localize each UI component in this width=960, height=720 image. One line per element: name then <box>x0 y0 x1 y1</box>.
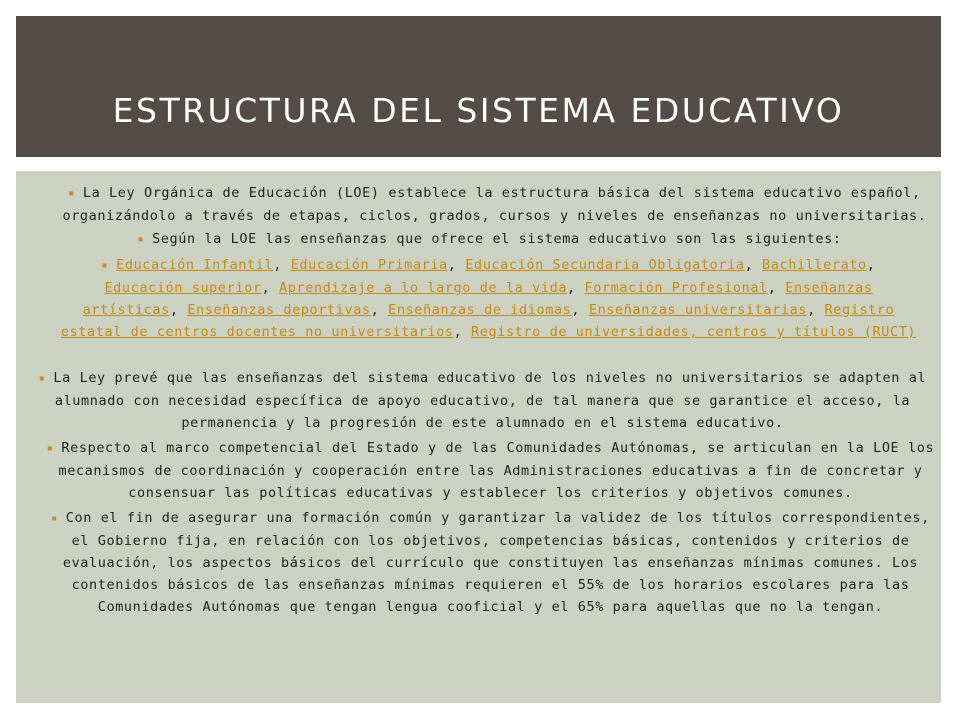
link-educacion-primaria[interactable]: Educación Primaria <box>290 257 448 273</box>
link-registro-de-universidades-centros-y-titulos-ruct[interactable]: Registro de universidades, centros y títulos (RUCT) <box>471 324 917 340</box>
bullet-icon: ▪ <box>68 188 75 199</box>
link-ensenanzas-de-idiomas[interactable]: Enseñanzas de idiomas <box>388 302 572 318</box>
paragraph-text: Según la LOE las enseñanzas que ofrece el sistema educativo son las siguientes: <box>152 231 842 247</box>
paragraph-loe-structure <box>16 171 941 227</box>
paragraph-alumnado <box>16 367 941 434</box>
paragraph-text: Respecto al marco competencial del Estado y de las Comunidades Autónomas, se articulan en la LOE los mecanismos de coordinación y cooperación entre las Administraciones educativas a fin de concretar y consensuar las políticas educativas y establecer los criterios y objetivos comunes. <box>58 440 935 501</box>
content-panel <box>16 171 941 703</box>
paragraph-text: Con el fin de asegurar una formación común y garantizar la validez de los títulos correspondientes, el Gobierno fija, en relación con los objetivos, competencias básicas, contenidos y criterios de evaluación, los aspectos básicos del currículo que constituyen las enseñanzas mínimas comunes. Los contenidos básicos de las enseñanzas mínimas requieren el 55% de los horarios escolares para las Comunidades Autónomas que tengan lengua cooficial y el 65% para aquellas que no la tengan. <box>62 510 930 615</box>
link-aprendizaje-a-lo-largo-de-la-vida[interactable]: Aprendizaje a lo largo de la vida <box>279 280 568 296</box>
paragraph-formacion-comun <box>16 504 941 618</box>
paragraph-text: La Ley prevé que las enseñanzas del sistema educativo de los niveles no universitarios se adapten al alumnado con necesidad específica de apoyo educativo, de tal manera que se garantice el acceso, la permanencia y la progresión de este alumnado en el sistema educativo. <box>53 370 927 431</box>
link-registro-estatal-de-centros-docentes-no-universitarios[interactable]: Registro estatal de centros docentes no universitarios <box>60 302 895 340</box>
paragraph-marco-competencial <box>16 434 941 504</box>
title-band <box>16 16 941 157</box>
link-ensenanzas-artisticas[interactable]: Enseñanzas artísticas <box>82 280 873 318</box>
bullet-icon: ▪ <box>51 513 58 524</box>
spacer <box>16 343 941 367</box>
bullet-icon: ▪ <box>46 443 54 454</box>
link-bachillerato[interactable]: Bachillerato <box>762 257 867 273</box>
link-formacion-profesional[interactable]: Formación Profesional <box>584 280 768 296</box>
paragraph-ensenanzas-intro <box>16 227 941 251</box>
paragraph-text: La Ley Orgánica de Educación (LOE) establece la estructura básica del sistema educativo español, organizándolo a través de etapas, ciclos, grados, cursos y niveles de enseñanzas no universitarias. <box>62 185 927 224</box>
link-educacion-secundaria-obligatoria[interactable]: Educación Secundaria Obligatoria <box>465 257 745 273</box>
link-educacion-superior[interactable]: Educación superior <box>104 280 262 296</box>
bullet-icon: ▪ <box>38 373 46 384</box>
link-educacion-infantil[interactable]: Educación Infantil <box>116 257 274 273</box>
slide-title: ESTRUCTURA DEL SISTEMA EDUCATIVO <box>112 91 845 130</box>
bullet-icon: ▪ <box>137 234 145 245</box>
link-ensenanzas-universitarias[interactable]: Enseñanzas universitarias <box>588 302 808 318</box>
enseñanzas-link-list: ▪ Educación Infantil, Educación Primaria, Educación Secundaria Obligatoria, Bachillerato, Educación superior, Aprendizaje a lo largo de la vida, Formación Profesional, Enseñanzas artísticas, Enseñanzas deportivas, Enseñanzas de idiomas, Enseñanzas universitarias, Registro estatal de centros docentes no universitarios, Registro de universidades, centros y títulos (RUCT) <box>60 257 917 340</box>
link-ensenanzas-deportivas[interactable]: Enseñanzas deportivas <box>187 302 371 318</box>
bullet-icon: ▪ <box>101 260 109 271</box>
